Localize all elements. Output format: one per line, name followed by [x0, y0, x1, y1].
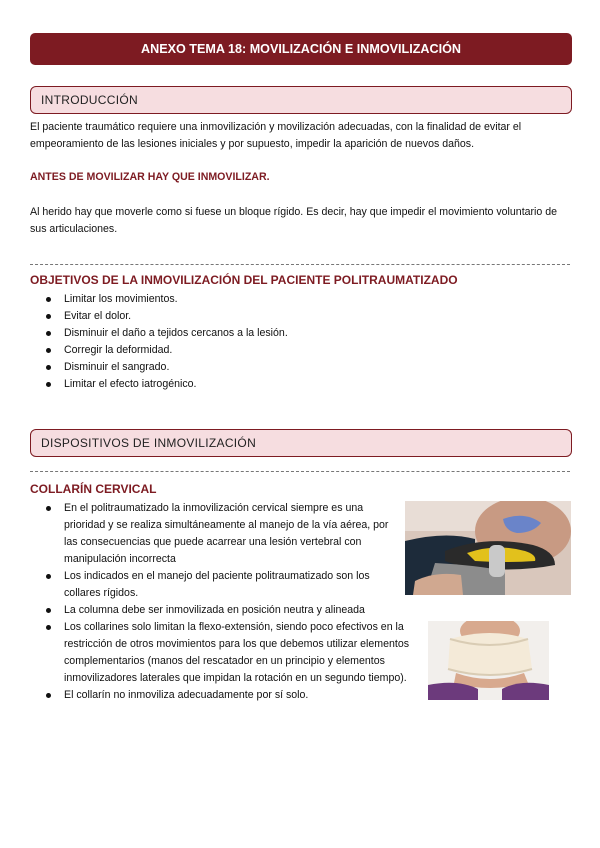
list-item: Evitar el dolor.: [46, 308, 546, 325]
collarin-heading: COLLARÍN CERVICAL: [30, 482, 157, 496]
list-item: Disminuir el sangrado.: [46, 359, 546, 376]
soft-collar-photo: [428, 621, 549, 700]
list-item: Los collarines solo limitan la flexo-extensión, siendo poco efectivos en la restricción de otros movimientos para los que debemos utilizar elementos complementarios (manos del rescatador en un principio y elementos inmovilizadores laterales que impidan la rotación en un segundo tiempo).: [46, 619, 421, 687]
objetivos-heading: OBJETIVOS DE LA INMOVILIZACIÓN DEL PACIENTE POLITRAUMATIZADO: [30, 273, 458, 287]
list-item: Corregir la deformidad.: [46, 342, 546, 359]
page-title: ANEXO TEMA 18: MOVILIZACIÓN E INMOVILIZACIÓN: [30, 33, 572, 65]
list-item: Limitar los movimientos.: [46, 291, 546, 308]
intro-subheading: ANTES DE MOVILIZAR HAY QUE INMOVILIZAR.: [30, 171, 270, 183]
list-item: Los indicados en el manejo del paciente politraumatizado son los collares rígidos.: [46, 568, 391, 602]
divider: [30, 471, 570, 472]
list-item: Limitar el efecto iatrogénico.: [46, 376, 546, 393]
list-item: Disminuir el daño a tejidos cercanos a la lesión.: [46, 325, 546, 342]
divider: [30, 264, 570, 265]
section-heading-dispositivos: DISPOSITIVOS DE INMOVILIZACIÓN: [30, 429, 572, 457]
list-item: La columna debe ser inmovilizada en posición neutra y alineada: [46, 602, 416, 619]
objetivos-list: [46, 291, 546, 393]
intro-paragraph: El paciente traumático requiere una inmovilización y movilización adecuadas, con la finalidad de evitar el empeoramiento de las lesiones iniciales y por supuesto, impedir la aparición de nuevos daños.: [30, 121, 522, 150]
list-item: El collarín no inmoviliza adecuadamente por sí solo.: [46, 687, 421, 704]
list-item: En el politraumatizado la inmovilización cervical siempre es una prioridad y se realiza simultáneamente al manejo de la vía aérea, por las consecuencias que puede acarrear una lesión vertebral con manipulación incorrecta: [46, 500, 391, 568]
cervical-collar-application-photo: [405, 501, 571, 595]
intro-paragraph-2: Al herido hay que moverle como si fuese un bloque rígido. Es decir, hay que impedir el movimiento voluntario de sus articulaciones.: [30, 206, 558, 235]
section-heading-introduccion: INTRODUCCIÓN: [30, 86, 572, 114]
